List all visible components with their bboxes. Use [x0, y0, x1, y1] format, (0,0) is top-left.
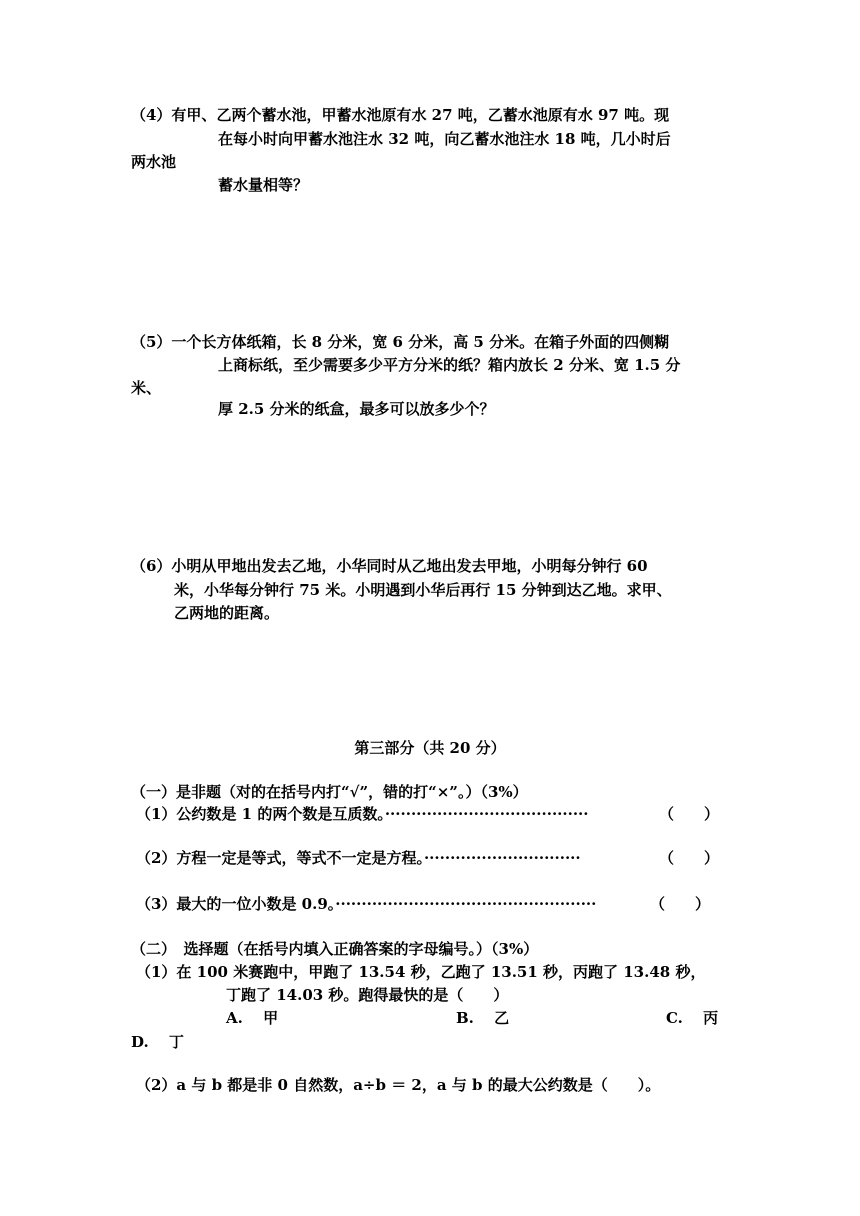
q6-line-3: 乙两地的距离。 — [174, 604, 280, 622]
mc-q1-option-b[interactable]: B. 乙 — [456, 1009, 510, 1027]
tf-item-2-answer-bracket[interactable]: （ ） — [659, 849, 720, 867]
tf-item-3-answer-bracket[interactable]: （ ） — [650, 895, 711, 913]
q4-line-3: 两水池 — [131, 153, 177, 171]
q4-line-1: （4）有甲、乙两个蓄水池，甲蓄水池原有水 27 吨，乙蓄水池原有水 97 吨。现 — [131, 106, 670, 124]
q4-line-4: 蓄水量相等？ — [218, 176, 309, 194]
q5-line-2: 上商标纸，至少需要多少平方分米的纸？箱内放长 2 分米、宽 1.5 分 — [218, 356, 681, 374]
q5-line-4: 厚 2.5 分米的纸盒，最多可以放多少个？ — [218, 400, 495, 418]
section2-heading: （二） 选择题（在括号内填入正确答案的字母编号。）（3%） — [131, 940, 539, 958]
mc-q1-line-2: 丁跑了 14.03 秒。跑得最快的是（ ） — [226, 986, 509, 1004]
tf-item-1-answer-bracket[interactable]: （ ） — [659, 805, 720, 823]
mc-q1-option-a[interactable]: A. 甲 — [226, 1009, 279, 1027]
tf-item-2 — [136, 848, 581, 868]
mc-q1-line-1: （1）在 100 米赛跑中，甲跑了 13.54 秒，乙跑了 13.51 秒，丙跑了 13.48 秒， — [136, 963, 706, 981]
tf-item-2-text: （2）方程一定是等式，等式不一定是方程。 — [136, 849, 424, 867]
tf-item-2-leader: ······························ — [423, 849, 581, 867]
tf-item-3-text: （3）最大的一位小数是 0.9。 — [136, 895, 336, 913]
tf-item-1 — [136, 804, 589, 824]
section1-heading: （一）是非题（对的在括号内打“√”，错的打“×”。）（3%） — [131, 783, 528, 801]
q6-line-2: 米，小华每分钟行 75 米。小明遇到小华后再行 15 分钟到达乙地。求甲、 — [174, 581, 672, 599]
part3-title: 第三部分（共 20 分） — [354, 739, 506, 757]
q6-line-1: （6）小明从甲地出发去乙地，小华同时从乙地出发去甲地，小明每分钟行 60 — [131, 557, 648, 575]
mc-q1-option-c[interactable]: C. 丙 — [666, 1009, 719, 1027]
tf-item-3-leader: ·················································· — [335, 895, 597, 913]
q5-line-1: （5）一个长方体纸箱，长 8 分米，宽 6 分米，高 5 分米。在箱子外面的四侧糊 — [131, 333, 670, 351]
tf-item-3 — [136, 894, 596, 914]
q4-line-2: 在每小时向甲蓄水池注水 32 吨，向乙蓄水池注水 18 吨，几小时后 — [218, 130, 671, 148]
tf-item-1-leader: ······································· — [384, 805, 589, 823]
q5-line-3: 米、 — [131, 379, 162, 397]
mc-q2: （2）a 与 b 都是非 0 自然数，a÷b ＝ 2，a 与 b 的最大公约数是（ ）。 — [136, 1076, 661, 1094]
tf-item-1-text: （1）公约数是 1 的两个数是互质数。 — [136, 805, 385, 823]
mc-q1-option-d[interactable]: D. 丁 — [131, 1033, 184, 1051]
